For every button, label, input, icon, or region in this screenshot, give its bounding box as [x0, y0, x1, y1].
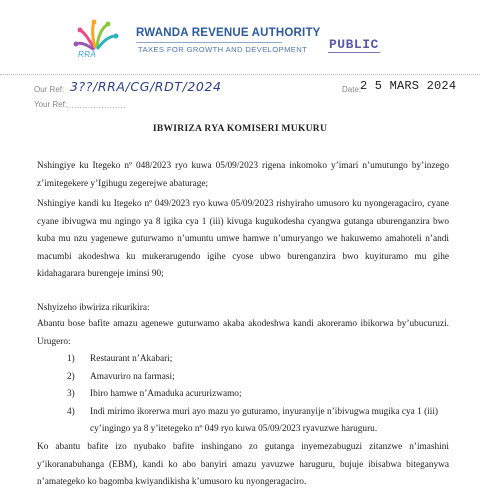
rra-logo-icon: [70, 18, 130, 68]
date-label: Date:: [342, 85, 362, 94]
our-ref-label: Our Ref:: [34, 85, 65, 94]
organization-tagline: TAXES FOR GROWTH AND DEVELOPMENT: [138, 45, 308, 54]
list-item-text: Amavuriro na farmasi;: [90, 371, 175, 382]
list-item-number: 4): [67, 406, 75, 417]
list-item-number: 2): [67, 371, 75, 382]
date-value: 2 5 MARS 2024: [360, 79, 457, 93]
list-item: [67, 351, 447, 369]
paragraph-obligations: Ko abantu bafite izo nyubako bafite inshingano zo gutanga inyemezabuguzi zitanzwe n’imashini y’ikoranabuhanga (EBM), kandi ko abo banyiri amazu yavuzwe haruguru, bujuje ibisabwa biteganywa n’amategeko ko bagomba kwiyandikisha k’umusoro ku nyongeragaciro.: [37, 442, 449, 487]
public-stamp: PUBLIC: [329, 37, 379, 52]
your-ref-value: ......................: [66, 101, 126, 110]
your-ref-label: Your Ref:: [34, 100, 68, 109]
list-item-number: 1): [67, 354, 75, 364]
our-ref-value: 3??/RRA/CG/RDT/2024: [70, 79, 222, 94]
organization-name: RWANDA REVENUE AUTHORITY: [136, 27, 321, 39]
list-item-number: 3): [67, 389, 75, 399]
header-separator: [0, 74, 480, 75]
examples-list: [67, 351, 447, 439]
list-item-text: Restaurant n’Akabari;: [90, 354, 173, 364]
list-item-text: Ibiro hamwe n’Amaduka acururizwamo;: [90, 389, 242, 399]
list-item: [67, 386, 447, 404]
header-divider: [136, 42, 282, 43]
paragraph-directive-intro: Nshyizeho ibwiriza rikurikira:: [37, 303, 150, 313]
paragraph-legal-basis-2: Nshingiye kandi ku Itegeko nº 049/2023 ryo kuwa 05/09/2023 rishyiraho umusoro ku nyongeragaciro, cyane cyane ibivugwa mu ngingo ya 8 igika cya 1 (iii) kivuga kugukodesha cyangwa gutanga uburenganzira bwo kuba mu nzu yagenewe guturwamo n’umuntu umwe hamwe n’umuryango we hakuwemo amahoteli n’andi macumbi akodeshwa ku mukerarugendo igihe cyose ubwo burenganzira bwo kuyituramo mu gihe kidahagarara burengeje iminsi 90;: [37, 199, 449, 279]
list-item: [67, 369, 447, 387]
logo-text: RRA: [78, 50, 97, 59]
document-title: IBWIRIZA RYA KOMISERI MUKURU: [152, 124, 328, 134]
paragraph-scope: Abantu bose bafite amazu agenewe guturwamo akaba akodeshwa kandi akoreramo ibikorwa by’ubucuruzi. Urugero:: [37, 319, 449, 347]
list-item: [67, 404, 447, 439]
letterhead: [0, 0, 480, 74]
paragraph-legal-basis-1: Nshingiye ku Itegeko nº 048/2023 ryo kuwa 05/09/2023 rigena inkomoko y’imari n’umutungo by’inzego z’imitegekere y’Igihugu zegerejwe abaturage;: [37, 161, 449, 189]
list-item-text: Indi mirimo ikorerwa muri ayo mazu yo guturamo, inyuranyije n’ibivugwa mugika cya 1 (iii) cy’ingingo ya 8 y’itetegeko nº 049 ryo kuwa 05/09/2023 ryavuzwe haruguru.: [90, 406, 439, 434]
